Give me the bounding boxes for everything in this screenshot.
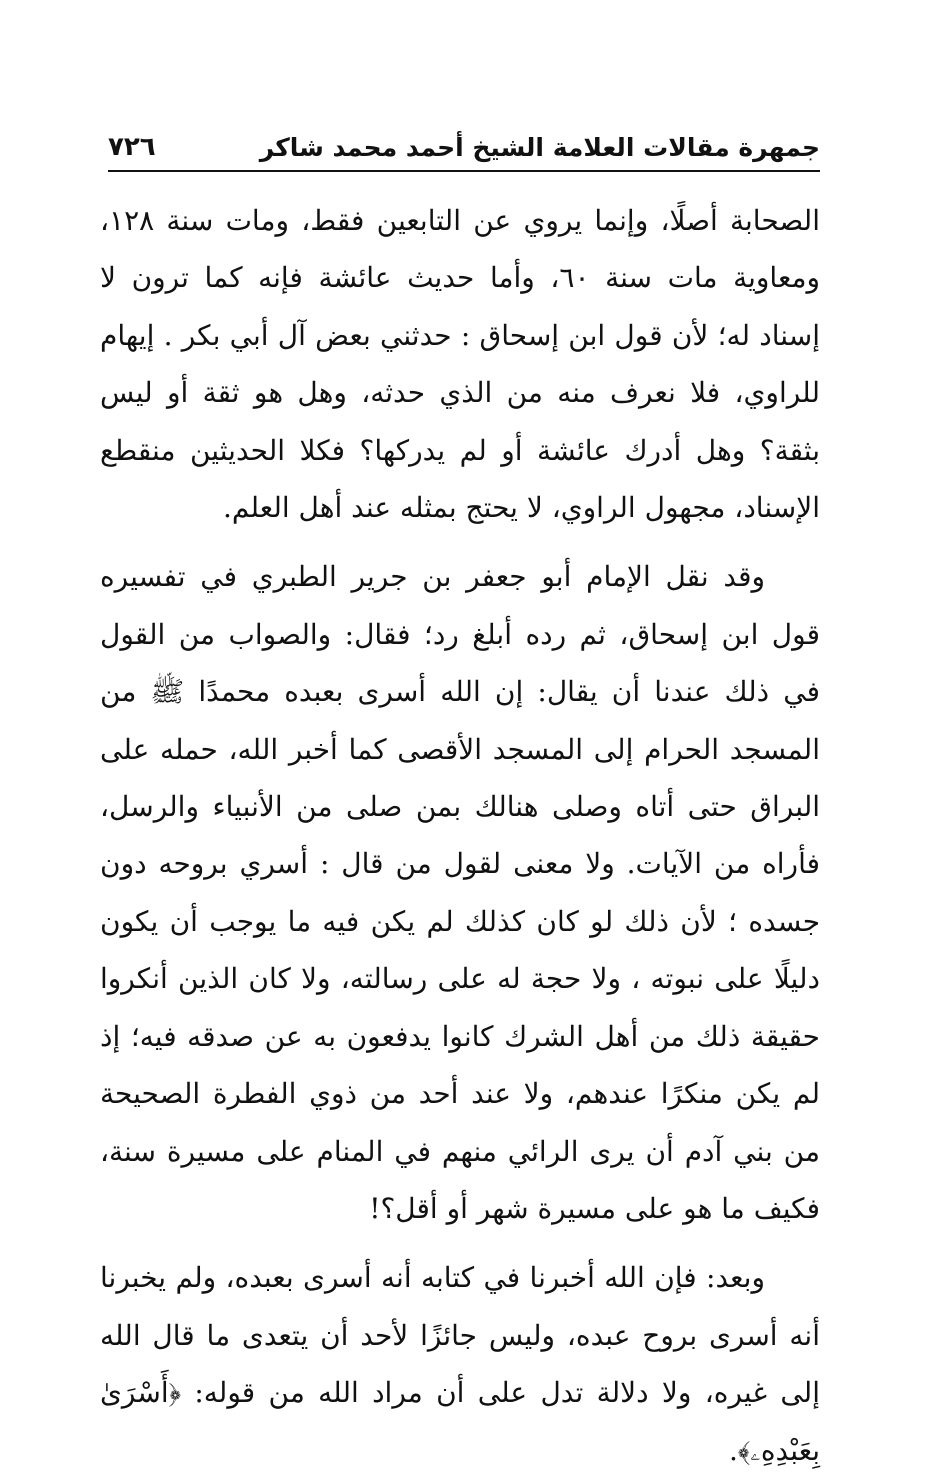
paragraph-2: وقد نقل الإمام أبو جعفر بن جرير الطبري في تفسيره قول ابن إسحاق، ثم رده أبلغ رد؛ فقال: والصواب من القول في ذلك عندنا أن يقال: إن الله أسرى بعبده محمدًا ﷺ من المسجد الحرام إلى المسجد الأقصى كما أخبر الله، حمله على البراق حتى أتاه وصلى هنالك بمن صلى من الأنبياء والرسل، فأراه من الآيات. ولا معنى لقول من قال : أسري بروحه دون جسده ؛ لأن ذلك لو كان كذلك لم يكن فيه ما يوجب أن يكون دليلًا على نبوته ، ولا حجة له على رسالته، ولا كان الذين أنكروا حقيقة ذلك من أهل الشرك كانوا يدفعون به عن صدقه فيه؛ إذ لم يكن منكرًا عندهم، ولا عند أحد من ذوي الفطرة الصحيحة من بني آدم أن يرى الرائي منهم في المنام على مسيرة سنة، فكيف ما هو على مسيرة شهر أو أقل؟!	[100, 560, 820, 1225]
page-number: ٧٢٦	[108, 132, 156, 162]
paragraph-1: الصحابة أصلًا، وإنما يروي عن التابعين فقط، ومات سنة ١٢٨، ومعاوية مات سنة ٦٠، وأما حديث عائشة فإنه كما ترون لا إسناد له؛ لأن قول ابن إسحاق : حدثني بعض آل أبي بكر . إيهام للراوي، فلا نعرف منه من الذي حدثه، وهل هو ثقة أو ليس بثقة؟ وهل أدرك عائشة أو لم يدركها؟ فكلا الحديثين منقطع الإسناد، مجهول الراوي، لا يحتج بمثله عند أهل العلم.	[100, 204, 820, 525]
body-text	[100, 192, 820, 1479]
book-title: جمهرة مقالات العلامة الشيخ أحمد محمد شاكر	[259, 133, 820, 162]
paragraph-3: وبعد: فإن الله أخبرنا في كتابه أنه أسرى بعبده، ولم يخبرنا أنه أسرى بروح عبده، وليس جائزًا لأحد أن يتعدى ما قال الله إلى غيره، ولا دلالة تدل على أن مراد الله من قوله: ﴿أَسْرَىٰ بِعَبْدِهِۦ﴾.	[100, 1261, 820, 1467]
running-header	[108, 120, 820, 172]
